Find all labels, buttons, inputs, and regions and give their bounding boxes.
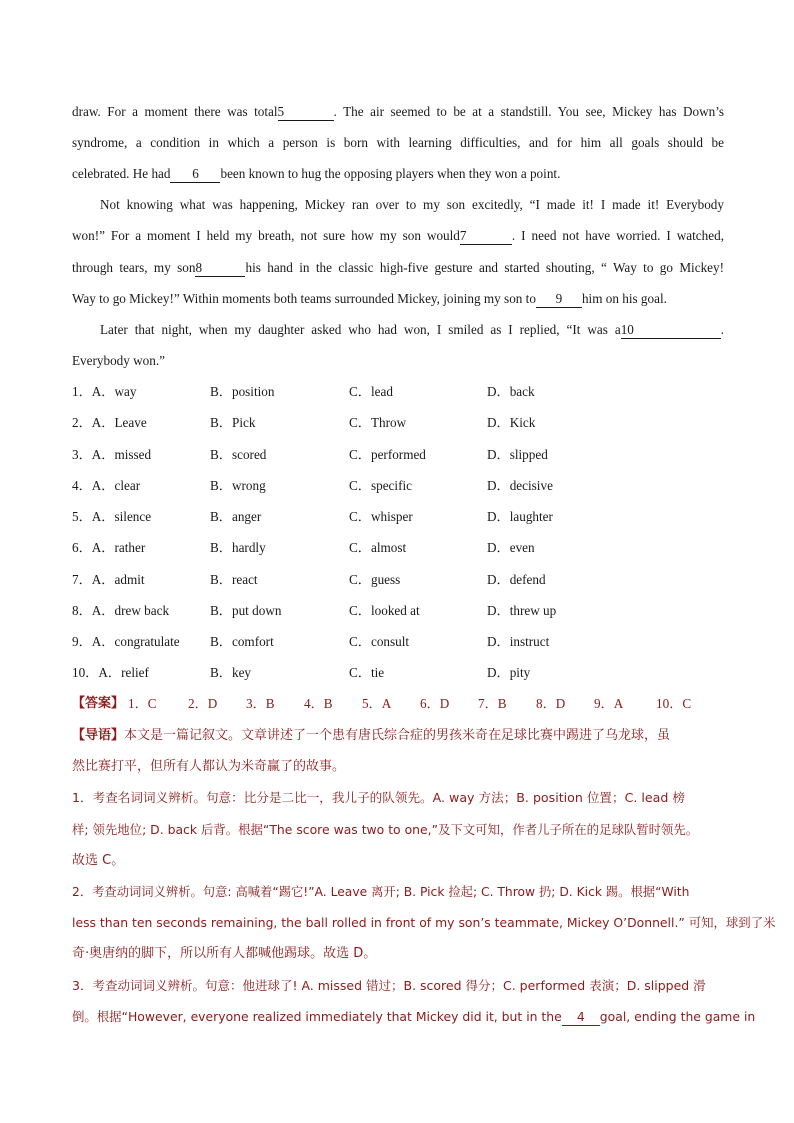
option-row — [72, 570, 724, 590]
option-c: C．whisper — [349, 509, 413, 524]
option-b: B．comfort — [210, 634, 274, 649]
passage-line — [100, 320, 724, 340]
answer-item: 3．B — [246, 696, 275, 711]
explanation-line — [72, 1007, 756, 1027]
option-row — [72, 538, 724, 558]
option-d: D．laughter — [487, 509, 553, 524]
option-d: D．defend — [487, 572, 546, 587]
option-a: 7．A．admit — [72, 572, 145, 587]
blank-4: 4 — [562, 1009, 600, 1026]
passage-text: celebrated. He had — [72, 166, 171, 181]
option-d: D．back — [487, 384, 535, 399]
passage-text: . The air seemed to be at a standstill. You see, Mickey has Down’s — [333, 104, 725, 119]
option-c: C．looked at — [349, 603, 420, 618]
explanation-text: 3．考查动词词义辨析。句意：他进球了! A. missed 错过；B. scored 得分；C. performed 表演；D. slipped 滑 — [72, 978, 706, 993]
answer-item: 9．A — [594, 696, 624, 711]
passage-text: . — [720, 322, 724, 337]
passage-text: Later that night, when my daughter asked who had won, I smiled as I replied, “It was a — [100, 322, 621, 337]
option-a: 9．A．congratulate — [72, 634, 180, 649]
explanation-line — [72, 976, 724, 996]
option-b: B．position — [210, 384, 275, 399]
option-a: 5．A．silence — [72, 509, 152, 524]
passage-text: through tears, my son — [72, 260, 196, 275]
option-a: 8．A．drew back — [72, 603, 170, 618]
option-row — [72, 632, 724, 652]
passage-line — [72, 226, 724, 246]
passage-text: his hand in the classic high-five gesture and started shouting, “ Way to go Mickey! — [245, 260, 724, 275]
explanation-text: 奇·奥唐纳的脚下，所以所有人都喊他踢球。故选 D。 — [72, 946, 377, 961]
option-b: B．anger — [210, 509, 262, 524]
answer-item: 10．C — [656, 696, 692, 711]
explanation-line — [72, 820, 724, 840]
answer-item: 8．D — [536, 696, 566, 711]
guide-line — [72, 757, 724, 777]
blank-6: 6 — [170, 166, 220, 183]
explanation-text: 样; 领先地位; D. back 后背。根据“The score was two to one,”及下文可知，作者儿子所在的足球队暂时领先。 — [72, 822, 699, 837]
option-row — [72, 601, 724, 621]
passage-line — [100, 195, 724, 215]
explanation-line — [72, 944, 724, 964]
option-c: C．performed — [349, 447, 426, 462]
answer-item: 5．A — [362, 696, 392, 711]
option-a: 4．A．clear — [72, 478, 141, 493]
explanation-text: 倒。根据“However, everyone realized immediately that Mickey did it, but in the — [72, 1009, 562, 1024]
option-d: D．even — [487, 540, 535, 555]
guide-label: 【导语】 — [72, 728, 125, 743]
guide-text: 本文是一篇记叙文。文章讲述了一个患有唐氏综合症的男孩米奇在足球比赛中踢进了乌龙球，虽 — [124, 728, 671, 743]
option-a: 1．A．way — [72, 384, 137, 399]
passage-line — [72, 164, 724, 184]
option-b: B．scored — [210, 447, 267, 462]
option-c: C．Throw — [349, 415, 407, 430]
option-b: B．hardly — [210, 540, 266, 555]
explanation-line — [72, 913, 776, 933]
blank-9: 9 — [536, 291, 582, 308]
answer-item: 6．D — [420, 696, 450, 711]
option-d: D．Kick — [487, 415, 536, 430]
option-d: D．slipped — [487, 447, 548, 462]
explanation-line — [72, 882, 724, 902]
option-b: B．key — [210, 665, 252, 680]
answer-item: 1．C — [128, 696, 157, 711]
answer-item: 4．B — [304, 696, 333, 711]
explanation-text: goal, ending the game in — [599, 1009, 756, 1024]
passage-text: won!” For a moment I held my breath, not sure how my son would — [72, 228, 460, 243]
answer-label: 【答案】 — [72, 696, 125, 711]
option-row — [72, 507, 724, 527]
guide-line — [72, 726, 724, 746]
passage-text: been known to hug the opposing players when they won a point. — [220, 166, 561, 181]
passage-line — [72, 102, 724, 122]
explanation-text: less than ten seconds remaining, the ball rolled in front of my son’s teammate, Mickey O’Donnell.” 可知，球到了米 — [72, 915, 776, 930]
option-d: D．instruct — [487, 634, 550, 649]
passage-text: Not knowing what was happening, Mickey ran over to my son excitedly, “I made it! I made it! Everybody — [100, 197, 724, 212]
explanation-text: 故选 C。 — [72, 853, 125, 868]
blank-5: 5 — [278, 104, 334, 121]
answer-item: 7．B — [478, 696, 507, 711]
answer-item: 2．D — [188, 696, 218, 711]
option-row — [72, 413, 724, 433]
guide-text: 然比赛打平，但所有人都认为米奇赢了的故事。 — [72, 759, 346, 774]
passage-line — [72, 351, 724, 371]
option-a: 6．A．rather — [72, 540, 146, 555]
passage-text: . I need not have worried. I watched, — [511, 228, 724, 243]
option-c: C．consult — [349, 634, 410, 649]
option-row — [72, 382, 724, 402]
blank-10: 10 — [621, 322, 721, 339]
option-a: 3．A．missed — [72, 447, 152, 462]
explanation-line — [72, 788, 724, 808]
passage-text: him on his goal. — [581, 291, 667, 306]
option-b: B．Pick — [210, 415, 256, 430]
passage-text: Way to go Mickey!” Within moments both teams surrounded Mickey, joining my son to — [72, 291, 536, 306]
passage-text: Everybody won.” — [72, 353, 166, 368]
option-a: 2．A．Leave — [72, 415, 147, 430]
passage-line — [72, 289, 724, 309]
explanation-text: 2．考查动词词义辨析。句意: 高喊着“踢它!”A. Leave 离开; B. Pick 捡起; C. Throw 扔; D. Kick 踢。根据“With — [72, 885, 690, 899]
option-b: B．react — [210, 572, 258, 587]
option-d: D．threw up — [487, 603, 557, 618]
option-c: C．lead — [349, 384, 393, 399]
passage-text: syndrome, a condition in which a person is born with learning difficulties, and for him all goals should be — [72, 135, 724, 150]
passage-text: draw. For a moment there was total — [72, 104, 278, 119]
option-a: 10．A．relief — [72, 665, 149, 680]
passage-line — [72, 133, 724, 153]
option-row — [72, 663, 724, 683]
option-d: D．pity — [487, 665, 531, 680]
explanation-text: 1．考查名词词义辨析。句意：比分是二比一，我儿子的队领先。A. way 方法；B. position 位置；C. lead 榜 — [72, 790, 685, 805]
option-d: D．decisive — [487, 478, 553, 493]
blank-7: 7 — [460, 228, 512, 245]
option-c: C．almost — [349, 540, 407, 555]
option-b: B．wrong — [210, 478, 266, 493]
passage-line — [72, 258, 724, 278]
option-c: C．guess — [349, 572, 401, 587]
option-c: C．tie — [349, 665, 385, 680]
option-row — [72, 476, 724, 496]
explanation-line — [72, 851, 724, 871]
option-b: B．put down — [210, 603, 282, 618]
option-c: C．specific — [349, 478, 412, 493]
answer-row — [72, 694, 724, 714]
blank-8: 8 — [195, 260, 245, 277]
option-row — [72, 445, 724, 465]
